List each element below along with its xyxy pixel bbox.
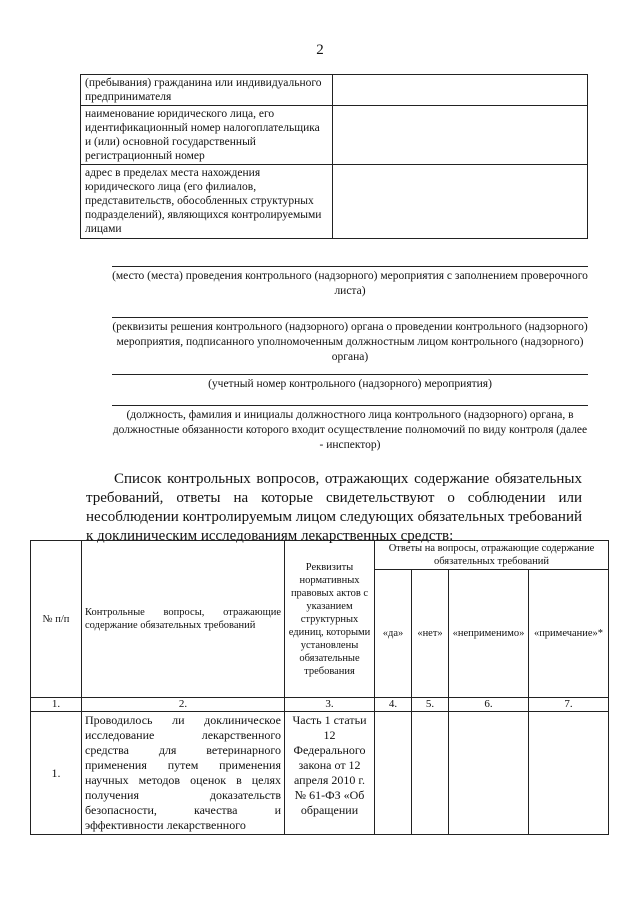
signature-line-record-number (112, 374, 588, 392)
column-number: 4. (375, 698, 412, 712)
signature-caption: (реквизиты решения контрольного (надзорного) органа о проведении контрольного (надзорного) мероприятия, подписанного уполномоченным должностным лицом контрольного (надзорного) органа) (112, 321, 588, 363)
row-value (333, 165, 588, 239)
signature-line-decision (112, 317, 588, 365)
header-requisites: Реквизиты нормативных правовых актов с указанием структурных единиц, которыми установлены обязательные требования (285, 541, 375, 698)
fill-line (112, 405, 588, 406)
table-row (81, 165, 588, 239)
signature-line-place (112, 266, 588, 299)
answer-yes-cell[interactable] (375, 712, 412, 835)
row-label: наименование юридического лица, его идентификационный номер налогоплательщика и (или) основной государственный регистрационный номер (81, 106, 333, 165)
row-number: 1. (31, 712, 82, 835)
column-number: 6. (449, 698, 529, 712)
column-number-row (31, 698, 609, 712)
page-number: 2 (316, 42, 324, 58)
row-value (333, 75, 588, 106)
checklist-table (30, 540, 609, 835)
signature-caption: (место (места) проведения контрольного (надзорного) мероприятия с заполнением проверочного листа) (112, 270, 588, 297)
checklist-heading: Список контрольных вопросов, отражающих содержание обязательных требований, ответы на которые свидетельствуют о соблюдении или несоблюдении контролируемым лицом следующих обязательных требований к доклиническим исследованиям лекарственных средств: (86, 471, 582, 544)
signature-caption: (должность, фамилия и инициалы должностного лица контрольного (надзорного) органа, в должностные обязанности которого входит осуществление полномочий по виду контроля (далее - инспектор) (112, 409, 588, 451)
row-label: адрес в пределах места нахождения юридического лица (его филиалов, представительств, обособленных структурных подразделений), являющихся контролируемыми лицами (81, 165, 333, 239)
column-number: 1. (31, 698, 82, 712)
table-row (31, 712, 609, 835)
header-note: «примечание»* (529, 570, 609, 698)
fill-line (112, 317, 588, 318)
answer-note-cell[interactable] (529, 712, 609, 835)
table-row (81, 75, 588, 106)
header-yes: «да» (375, 570, 412, 698)
header-answers: Ответы на вопросы, отражающие содержание обязательных требований (375, 541, 609, 570)
row-question: Проводилось ли доклиническое исследование лекарственного средства для ветеринарного применения путем применения научных методов оценок в целях получения доказательств безопасности, качества и эффективности лекарственного (82, 712, 285, 835)
fill-line (112, 374, 588, 375)
header-num: № п/п (31, 541, 82, 698)
signature-caption: (учетный номер контрольного (надзорного) мероприятия) (208, 378, 492, 390)
column-number: 3. (285, 698, 375, 712)
table-row (81, 106, 588, 165)
header-row (31, 541, 609, 570)
subject-info-table (80, 74, 588, 239)
column-number: 7. (529, 698, 609, 712)
answer-na-cell[interactable] (449, 712, 529, 835)
row-requisite: Часть 1 статьи 12 Федерального закона от 12 апреля 2010 г. № 61-ФЗ «Об обращении (285, 712, 375, 835)
row-label: (пребывания) гражданина или индивидуального предпринимателя (81, 75, 333, 106)
header-questions: Контрольные вопросы, отражающие содержание обязательных требований (82, 541, 285, 698)
column-number: 2. (82, 698, 285, 712)
fill-line (112, 266, 588, 267)
header-na: «неприменимо» (449, 570, 529, 698)
signature-line-inspector (112, 405, 588, 453)
answer-no-cell[interactable] (412, 712, 449, 835)
header-no: «нет» (412, 570, 449, 698)
column-number: 5. (412, 698, 449, 712)
row-value (333, 106, 588, 165)
